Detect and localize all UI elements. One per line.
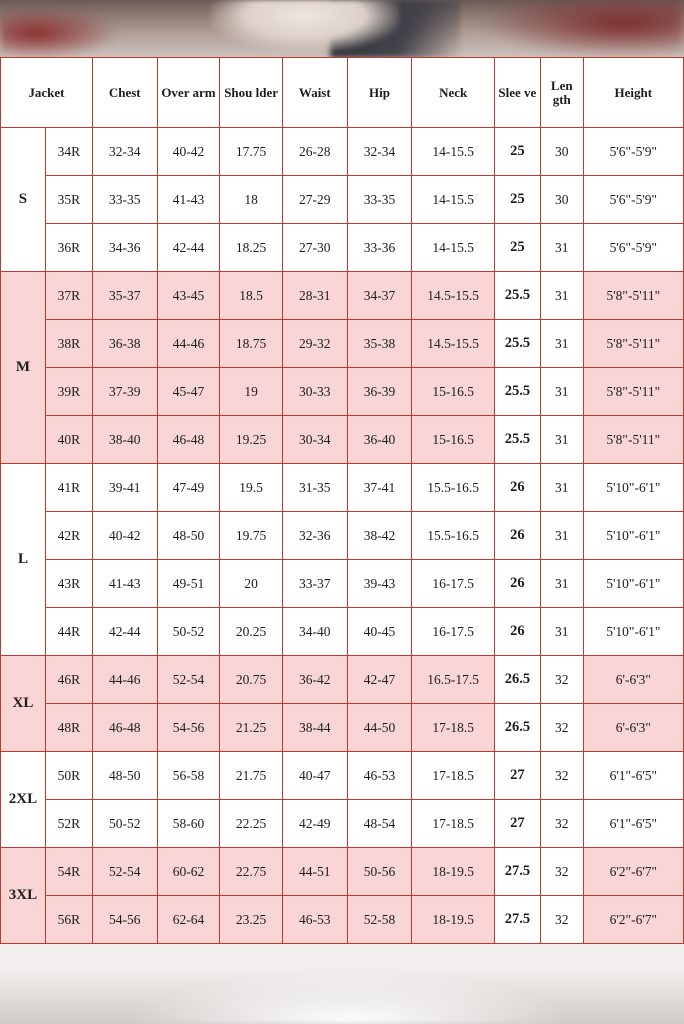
cell-shoulder: 22.25 — [220, 800, 283, 848]
cell-jacket: 37R — [45, 272, 92, 320]
cell-chest: 41-43 — [92, 560, 157, 608]
cell-waist: 33-37 — [282, 560, 347, 608]
cell-height: 5'10"-6'1" — [583, 512, 683, 560]
table-row — [1, 704, 684, 752]
cell-sleeve: 26 — [494, 608, 540, 656]
cell-length: 30 — [540, 176, 583, 224]
column-header-jacket: Jacket — [1, 58, 93, 128]
cell-chest: 54-56 — [92, 896, 157, 944]
cell-jacket: 39R — [45, 368, 92, 416]
column-header-waist: Waist — [282, 58, 347, 128]
cell-hip: 40-45 — [347, 608, 412, 656]
cell-overarm: 44-46 — [157, 320, 220, 368]
cell-neck: 15-16.5 — [412, 368, 495, 416]
cell-chest: 44-46 — [92, 656, 157, 704]
column-header-neck: Neck — [412, 58, 495, 128]
cell-chest: 38-40 — [92, 416, 157, 464]
table-row — [1, 320, 684, 368]
cell-neck: 16.5-17.5 — [412, 656, 495, 704]
cell-height: 5'10"-6'1" — [583, 464, 683, 512]
cell-chest: 32-34 — [92, 128, 157, 176]
cell-hip: 34-37 — [347, 272, 412, 320]
cell-length: 31 — [540, 368, 583, 416]
size-label-2xl: 2XL — [1, 752, 46, 848]
cell-height: 5'10"-6'1" — [583, 560, 683, 608]
cell-shoulder: 18 — [220, 176, 283, 224]
cell-waist: 27-29 — [282, 176, 347, 224]
cell-jacket: 41R — [45, 464, 92, 512]
cell-length: 32 — [540, 848, 583, 896]
cell-shoulder: 22.75 — [220, 848, 283, 896]
column-header-length: Len gth — [540, 58, 583, 128]
cell-overarm: 48-50 — [157, 512, 220, 560]
table-row — [1, 608, 684, 656]
cell-length: 31 — [540, 416, 583, 464]
table-row — [1, 560, 684, 608]
cell-chest: 50-52 — [92, 800, 157, 848]
cell-shoulder: 18.25 — [220, 224, 283, 272]
table-row — [1, 368, 684, 416]
size-label-3xl: 3XL — [1, 848, 46, 944]
table-row — [1, 848, 684, 896]
cell-neck: 16-17.5 — [412, 560, 495, 608]
background-bottom-highlight — [120, 968, 580, 1024]
cell-neck: 17-18.5 — [412, 704, 495, 752]
cell-overarm: 50-52 — [157, 608, 220, 656]
cell-sleeve: 25.5 — [494, 272, 540, 320]
cell-height: 5'8"-5'11" — [583, 416, 683, 464]
table-row — [1, 272, 684, 320]
cell-neck: 18-19.5 — [412, 848, 495, 896]
table-row — [1, 512, 684, 560]
table-header-row — [1, 58, 684, 128]
cell-neck: 14.5-15.5 — [412, 272, 495, 320]
cell-height: 5'8"-5'11" — [583, 272, 683, 320]
cell-waist: 30-34 — [282, 416, 347, 464]
cell-overarm: 43-45 — [157, 272, 220, 320]
cell-neck: 14.5-15.5 — [412, 320, 495, 368]
cell-neck: 15-16.5 — [412, 416, 495, 464]
cell-hip: 44-50 — [347, 704, 412, 752]
cell-jacket: 48R — [45, 704, 92, 752]
cell-neck: 14-15.5 — [412, 128, 495, 176]
size-label-xl: XL — [1, 656, 46, 752]
cell-sleeve: 25.5 — [494, 416, 540, 464]
size-label-s: S — [1, 128, 46, 272]
cell-waist: 30-33 — [282, 368, 347, 416]
cell-hip: 33-36 — [347, 224, 412, 272]
cell-waist: 42-49 — [282, 800, 347, 848]
cell-length: 31 — [540, 464, 583, 512]
cell-sleeve: 25 — [494, 128, 540, 176]
cell-jacket: 35R — [45, 176, 92, 224]
cell-jacket: 56R — [45, 896, 92, 944]
cell-shoulder: 21.75 — [220, 752, 283, 800]
column-header-overarm: Over arm — [157, 58, 220, 128]
cell-waist: 34-40 — [282, 608, 347, 656]
table-row — [1, 224, 684, 272]
cell-length: 32 — [540, 752, 583, 800]
cell-sleeve: 27.5 — [494, 848, 540, 896]
cell-sleeve: 27 — [494, 752, 540, 800]
cell-hip: 39-43 — [347, 560, 412, 608]
cell-height: 5'6"-5'9" — [583, 224, 683, 272]
background-person-face — [210, 0, 400, 52]
cell-overarm: 56-58 — [157, 752, 220, 800]
column-header-chest: Chest — [92, 58, 157, 128]
table-row — [1, 464, 684, 512]
cell-jacket: 42R — [45, 512, 92, 560]
cell-height: 6'-6'3" — [583, 704, 683, 752]
cell-shoulder: 19.25 — [220, 416, 283, 464]
cell-chest: 37-39 — [92, 368, 157, 416]
cell-shoulder: 21.25 — [220, 704, 283, 752]
size-label-m: M — [1, 272, 46, 464]
cell-neck: 14-15.5 — [412, 176, 495, 224]
cell-waist: 28-31 — [282, 272, 347, 320]
cell-chest: 35-37 — [92, 272, 157, 320]
cell-overarm: 58-60 — [157, 800, 220, 848]
cell-overarm: 47-49 — [157, 464, 220, 512]
cell-chest: 42-44 — [92, 608, 157, 656]
cell-sleeve: 25 — [494, 224, 540, 272]
cell-jacket: 54R — [45, 848, 92, 896]
cell-jacket: 36R — [45, 224, 92, 272]
cell-shoulder: 17.75 — [220, 128, 283, 176]
cell-jacket: 38R — [45, 320, 92, 368]
cell-shoulder: 19.75 — [220, 512, 283, 560]
cell-jacket: 34R — [45, 128, 92, 176]
cell-hip: 46-53 — [347, 752, 412, 800]
cell-height: 5'10"-6'1" — [583, 608, 683, 656]
cell-hip: 38-42 — [347, 512, 412, 560]
cell-length: 31 — [540, 272, 583, 320]
cell-chest: 39-41 — [92, 464, 157, 512]
cell-waist: 32-36 — [282, 512, 347, 560]
cell-chest: 48-50 — [92, 752, 157, 800]
cell-hip: 32-34 — [347, 128, 412, 176]
cell-neck: 15.5-16.5 — [412, 464, 495, 512]
cell-height: 5'6"-5'9" — [583, 128, 683, 176]
cell-jacket: 50R — [45, 752, 92, 800]
cell-hip: 48-54 — [347, 800, 412, 848]
cell-length: 30 — [540, 128, 583, 176]
cell-shoulder: 18.75 — [220, 320, 283, 368]
cell-waist: 36-42 — [282, 656, 347, 704]
cell-length: 32 — [540, 656, 583, 704]
table-row — [1, 896, 684, 944]
background-top-photo — [0, 0, 684, 60]
cell-overarm: 49-51 — [157, 560, 220, 608]
cell-neck: 17-18.5 — [412, 800, 495, 848]
cell-waist: 40-47 — [282, 752, 347, 800]
size-label-l: L — [1, 464, 46, 656]
cell-waist: 29-32 — [282, 320, 347, 368]
cell-chest: 46-48 — [92, 704, 157, 752]
cell-hip: 37-41 — [347, 464, 412, 512]
cell-length: 31 — [540, 320, 583, 368]
table-row — [1, 416, 684, 464]
cell-shoulder: 19 — [220, 368, 283, 416]
column-header-sleeve: Slee ve — [494, 58, 540, 128]
cell-chest: 52-54 — [92, 848, 157, 896]
cell-length: 31 — [540, 608, 583, 656]
cell-shoulder: 20 — [220, 560, 283, 608]
cell-chest: 40-42 — [92, 512, 157, 560]
cell-length: 32 — [540, 896, 583, 944]
cell-length: 32 — [540, 800, 583, 848]
cell-height: 6'2"-6'7" — [583, 896, 683, 944]
cell-jacket: 52R — [45, 800, 92, 848]
cell-height: 5'8"-5'11" — [583, 320, 683, 368]
cell-length: 31 — [540, 224, 583, 272]
cell-sleeve: 25 — [494, 176, 540, 224]
cell-neck: 17-18.5 — [412, 752, 495, 800]
cell-sleeve: 25.5 — [494, 320, 540, 368]
table-row — [1, 128, 684, 176]
cell-shoulder: 18.5 — [220, 272, 283, 320]
cell-neck: 14-15.5 — [412, 224, 495, 272]
cell-overarm: 42-44 — [157, 224, 220, 272]
cell-hip: 52-58 — [347, 896, 412, 944]
cell-chest: 36-38 — [92, 320, 157, 368]
cell-neck: 15.5-16.5 — [412, 512, 495, 560]
cell-hip: 33-35 — [347, 176, 412, 224]
cell-overarm: 60-62 — [157, 848, 220, 896]
cell-jacket: 46R — [45, 656, 92, 704]
cell-overarm: 52-54 — [157, 656, 220, 704]
column-header-hip: Hip — [347, 58, 412, 128]
cell-sleeve: 26 — [494, 512, 540, 560]
cell-shoulder: 20.25 — [220, 608, 283, 656]
cell-neck: 16-17.5 — [412, 608, 495, 656]
cell-height: 5'8"-5'11" — [583, 368, 683, 416]
cell-shoulder: 20.75 — [220, 656, 283, 704]
cell-chest: 33-35 — [92, 176, 157, 224]
cell-sleeve: 26.5 — [494, 704, 540, 752]
background-red-blur-right — [484, 0, 684, 58]
cell-sleeve: 26 — [494, 464, 540, 512]
table-row — [1, 800, 684, 848]
cell-waist: 27-30 — [282, 224, 347, 272]
cell-waist: 44-51 — [282, 848, 347, 896]
cell-jacket: 43R — [45, 560, 92, 608]
column-header-height: Height — [583, 58, 683, 128]
cell-length: 32 — [540, 704, 583, 752]
cell-sleeve: 27 — [494, 800, 540, 848]
cell-waist: 31-35 — [282, 464, 347, 512]
background-bottom-photo — [0, 964, 684, 1024]
cell-shoulder: 23.25 — [220, 896, 283, 944]
cell-overarm: 54-56 — [157, 704, 220, 752]
cell-hip: 35-38 — [347, 320, 412, 368]
cell-height: 6'-6'3" — [583, 656, 683, 704]
cell-jacket: 44R — [45, 608, 92, 656]
table-row — [1, 752, 684, 800]
cell-sleeve: 27.5 — [494, 896, 540, 944]
cell-hip: 36-40 — [347, 416, 412, 464]
cell-overarm: 45-47 — [157, 368, 220, 416]
table-row — [1, 176, 684, 224]
table-body — [1, 128, 684, 944]
cell-hip: 42-47 — [347, 656, 412, 704]
cell-height: 6'2"-6'7" — [583, 848, 683, 896]
cell-shoulder: 19.5 — [220, 464, 283, 512]
cell-overarm: 62-64 — [157, 896, 220, 944]
cell-neck: 18-19.5 — [412, 896, 495, 944]
cell-height: 6'1"-6'5" — [583, 800, 683, 848]
cell-overarm: 40-42 — [157, 128, 220, 176]
cell-jacket: 40R — [45, 416, 92, 464]
cell-sleeve: 25.5 — [494, 368, 540, 416]
cell-overarm: 46-48 — [157, 416, 220, 464]
cell-sleeve: 26 — [494, 560, 540, 608]
cell-hip: 36-39 — [347, 368, 412, 416]
suit-size-chart-table — [0, 57, 684, 944]
cell-waist: 46-53 — [282, 896, 347, 944]
column-header-shoulder: Shou lder — [220, 58, 283, 128]
cell-length: 31 — [540, 560, 583, 608]
cell-height: 6'1"-6'5" — [583, 752, 683, 800]
table-row — [1, 656, 684, 704]
background-red-blur-left — [0, 6, 120, 60]
cell-chest: 34-36 — [92, 224, 157, 272]
cell-waist: 26-28 — [282, 128, 347, 176]
cell-hip: 50-56 — [347, 848, 412, 896]
cell-length: 31 — [540, 512, 583, 560]
cell-overarm: 41-43 — [157, 176, 220, 224]
cell-sleeve: 26.5 — [494, 656, 540, 704]
cell-height: 5'6"-5'9" — [583, 176, 683, 224]
table-header — [1, 58, 684, 128]
cell-waist: 38-44 — [282, 704, 347, 752]
